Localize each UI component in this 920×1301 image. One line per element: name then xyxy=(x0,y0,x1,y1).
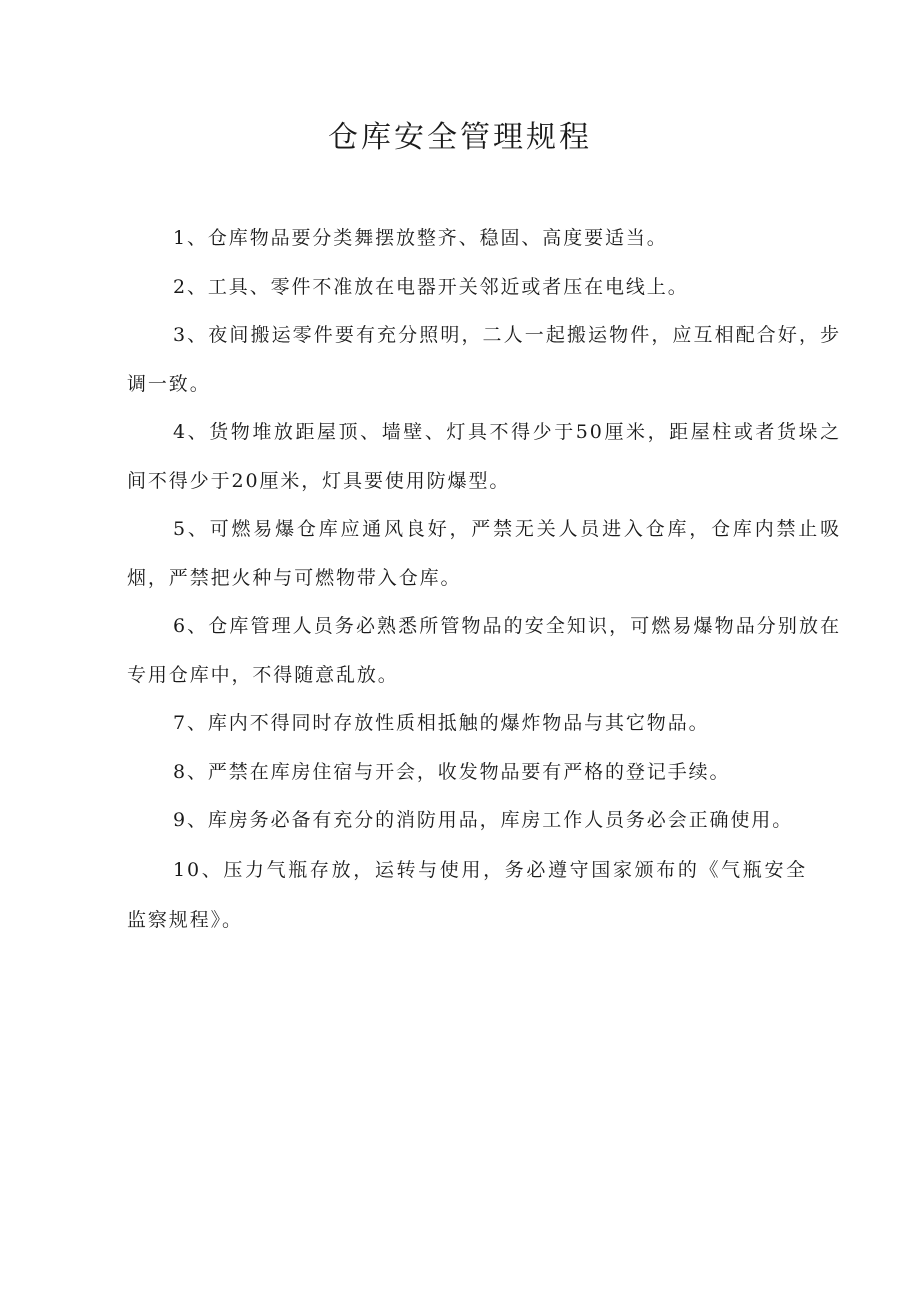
rule-item-8: 8、严禁在库房住宿与开会，收发物品要有严格的登记手续。 xyxy=(173,760,731,783)
rule-item-10: 10、压力气瓶存放，运转与使用，务必遵守国家颁布的《气瓶安全监察规程》。 xyxy=(127,858,807,931)
rule-item-3: 3、夜间搬运零件要有充分照明，二人一起搬运物件，应互相配合好，步调一致。 xyxy=(127,324,841,395)
rule-item-5: 5、可燃易爆仓库应通风良好，严禁无关人员进入仓库，仓库内禁止吸烟，严禁把火种与可燃物带入仓库。 xyxy=(127,518,841,589)
rule-item-1: 1、仓库物品要分类舞摆放整齐、稳固、高度要适当。 xyxy=(173,227,668,249)
rule-item-2: 2、工具、零件不准放在电器开关邻近或者压在电线上。 xyxy=(173,275,689,298)
rule-item-6: 6、仓库管理人员务必熟悉所管物品的安全知识，可燃易爆物品分别放在专用仓库中，不得随意乱放。 xyxy=(127,615,841,686)
rule-item-9: 9、库房务必备有充分的消防用品，库房工作人员务必会正确使用。 xyxy=(173,809,794,831)
rule-item-7: 7、库内不得同时存放性质相抵触的爆炸物品与其它物品。 xyxy=(173,712,710,734)
rules-list xyxy=(127,214,841,945)
rule-item-4: 4、货物堆放距屋顶、墙壁、灯具不得少于50厘米，距屋柱或者货垛之间不得少于20厘米，灯具要使用防爆型。 xyxy=(127,421,841,492)
document-title: 仓库安全管理规程 xyxy=(328,120,592,155)
